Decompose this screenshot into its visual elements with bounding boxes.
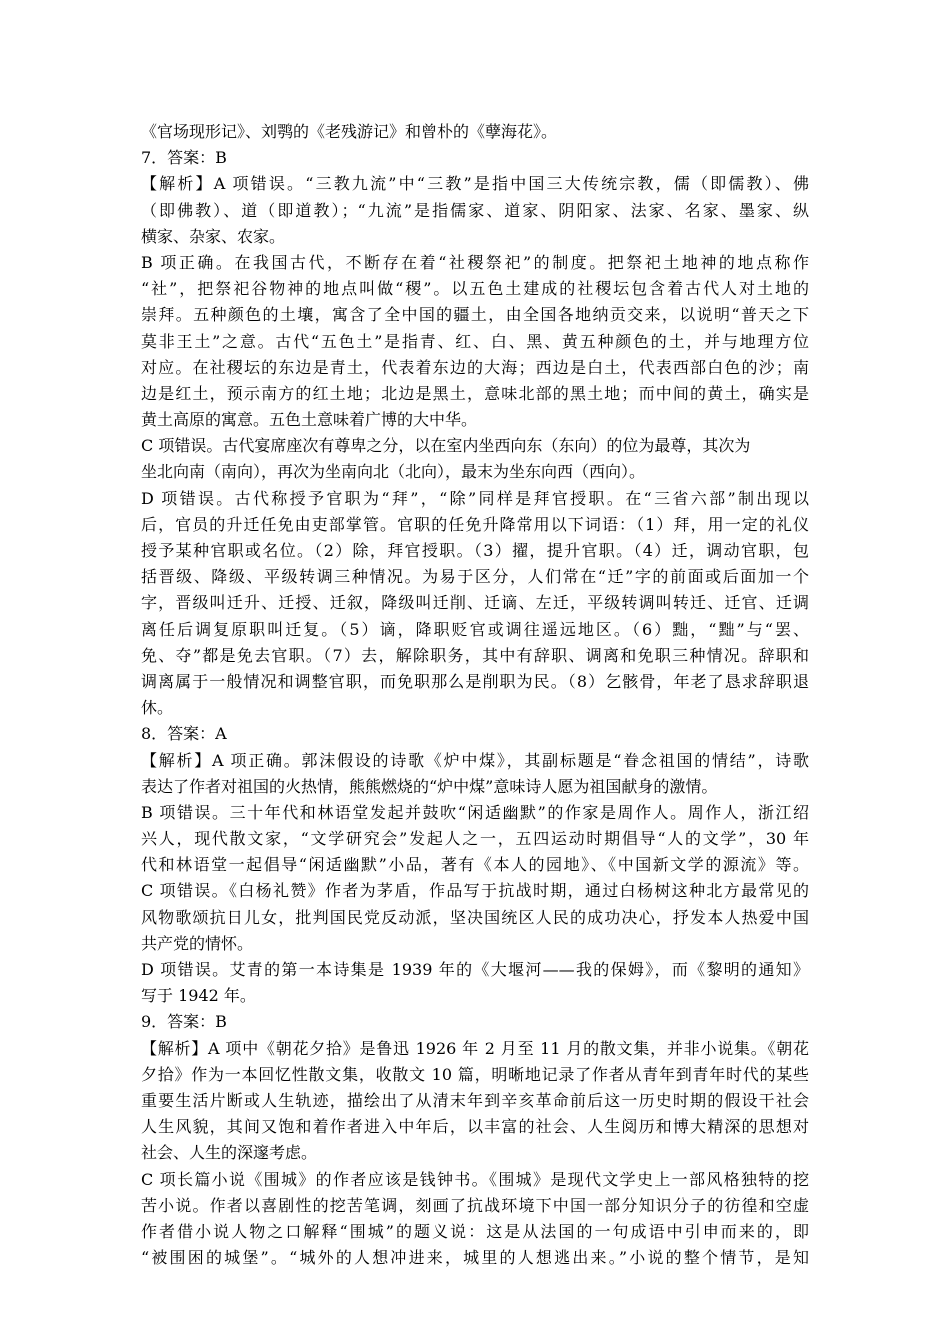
text-line: 字，晋级叫迁升、迁授、迁叙，降级叫迁削、迁谪、左迁，平级转调叫转迁、迁官、迁调	[141, 593, 809, 613]
text-line: 7．答案：B	[141, 148, 227, 168]
text-line: D 项错误。艾青的第一本诗集是 1939 年的《大堰河——我的保姆》，而《黎明的通知》	[141, 960, 809, 979]
text-line: 休。	[141, 698, 174, 718]
text-line: 《官场现形记》、刘鹗的《老残游记》和曾朴的《孽海花》。	[141, 122, 558, 141]
text-line: 代和林语堂一起倡导“闲适幽默”小品，著有《本人的园地》、《中国新文学的源流》等。	[141, 855, 809, 875]
text-line: （即佛教）、道（即道教）；“九流”是指儒家、道家、阴阳家、法家、名家、墨家、纵	[141, 200, 809, 220]
text-line: “社”，把祭祀谷物神的地点叫做“稷”。以五色土建成的社稷坛包含着古代人对土地的	[141, 279, 809, 299]
text-line: 黄土高原的寓意。五色土意味着广博的大中华。	[141, 410, 478, 430]
text-line: 边是红土，预示南方的红土地；北边是黑土，意味北部的黑土地；而中间的黄土，确实是	[141, 383, 809, 403]
text-line: 莫非王土”之意。古代“五色土”是指青、红、白、黑、黄五种颜色的土，并与地理方位	[141, 331, 809, 351]
text-line: 离任后调复原职叫迁复。（5）谪，降职贬官或调往遥远地区。（6）黜，“黜”与“罢、	[141, 619, 809, 639]
text-line: 表达了作者对祖国的火热情，熊熊燃烧的“炉中煤”意味诗人愿为祖国献身的激情。	[141, 776, 718, 796]
text-line: 【解析】A 项中《朝花夕拾》是鲁迅 1926 年 2 月至 11 月的散文集，并非小说集。《朝花	[141, 1038, 809, 1058]
text-line: 后，官员的升迁任免由吏部掌管。官职的任免升降常用以下词语：（1）拜，用一定的礼仪	[141, 514, 809, 534]
text-line: 兴人，现代散文家，“文学研究会”发起人之一，五四运动时期倡导“人的文学”，30 年	[141, 829, 809, 849]
text-line: 坐北向南（南向），再次为坐南向北（北向），最末为坐东向西（西向）。	[141, 462, 646, 482]
text-line: B 项错误。三十年代和林语堂发起并鼓吹“闲适幽默”的作家是周作人。周作人，浙江绍	[141, 802, 809, 822]
text-line: 写于 1942 年。	[141, 986, 256, 1006]
text-line: 8．答案：A	[141, 724, 227, 744]
text-line: C 项长篇小说《围城》的作者应该是钱钟书。《围城》是现代文学史上一部风格独特的挖	[141, 1169, 809, 1189]
text-line: C 项错误。古代宴席座次有尊卑之分，以在室内坐西向东（东向）的位为最尊，其次为	[141, 436, 751, 456]
text-line: 社会、人生的深邃考虑。	[141, 1143, 318, 1163]
text-line: 9．答案：B	[141, 1012, 227, 1032]
text-line: 苦小说。作者以喜剧性的挖苦笔调，刻画了抗战环境下中国一部分知识分子的彷徨和空虚	[141, 1195, 809, 1215]
text-line: 授予某种官职或名位。（2）除，拜官授职。（3）擢，提升官职。（4）迁，调动官职，包	[141, 541, 809, 560]
text-line: 对应。在社稷坛的东边是青土，代表着东边的大海；西边是白土，代表西部白色的沙；南	[141, 357, 809, 377]
text-line: 【解析】A 项错误。“三教九流”中“三教”是指中国三大传统宗教，儒（即儒教）、佛	[141, 174, 809, 194]
text-line: 调离属于一般情况和调整官职，而免职那么是削职为民。（8）乞骸骨，年老了恳求辞职退	[141, 671, 809, 691]
text-line: 作者借小说人物之口解释“围城”的题义说：这是从法国的一句成语中引申而来的，即	[141, 1221, 809, 1241]
text-line: 共产党的情怀。	[141, 933, 254, 953]
text-line: B 项正确。在我国古代，不断存在着“社稷祭祀”的制度。把祭祀土地神的地点称作	[141, 252, 809, 272]
document-page	[141, 119, 809, 1271]
text-line: C 项错误。《白杨礼赞》作者为茅盾，作品写于抗战时期，通过白杨树这种北方最常见的	[141, 881, 809, 901]
text-line: 风物歌颂抗日儿女，批判国民党反动派，坚决国统区人民的成功决心，抒发本人热爱中国	[141, 907, 809, 927]
text-line: 免、夺”都是免去官职。（7）去，解除职务，其中有辞职、调离和免职三种情况。辞职和	[141, 645, 809, 665]
text-line: 【解析】A 项正确。郭沫假设的诗歌《炉中煤》，其副标题是“眷念祖国的情结”，诗歌	[141, 750, 809, 770]
text-line: 人生风貌，其间又饱和着作者进入中年后，以丰富的社会、人生阅历和博大精深的思想对	[141, 1117, 809, 1137]
text-line: 重要生活片断或人生轨迹，描绘出了从清末年到辛亥革命前后这一历史时期的假设干社会	[141, 1090, 809, 1110]
text-line: 夕拾》作为一本回忆性散文集，收散文 10 篇，明晰地记录了作者从青年到青年时代的某些	[141, 1064, 809, 1084]
text-line: 括晋级、降级、平级转调三种情况。为易于区分，人们常在“迁”字的前面或后面加一个	[141, 567, 809, 587]
text-line: 崇拜。五种颜色的土壤，寓含了全中国的疆土，由全国各地纳贡交来，以说明“普天之下	[141, 305, 809, 325]
text-line: “被围困的城堡”。“城外的人想冲进来，城里的人想逃出来。”小说的整个情节，是知	[141, 1248, 809, 1268]
text-line: D 项错误。古代称授予官职为“拜”，“除”同样是拜官授职。在“三省六部”制出现以	[141, 488, 809, 508]
text-line: 横家、杂家、农家。	[141, 226, 286, 246]
